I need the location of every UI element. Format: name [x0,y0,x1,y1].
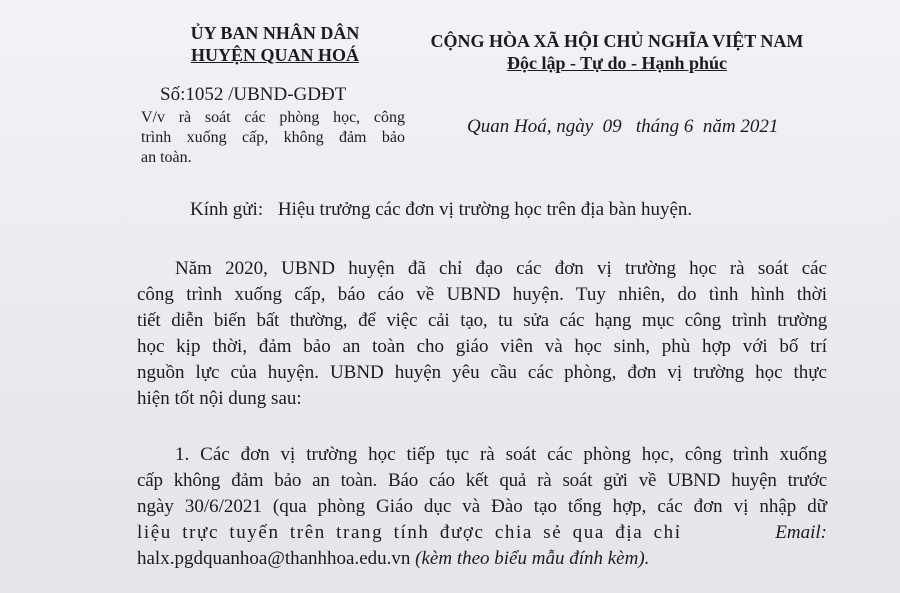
attachment-note: (kèm theo biểu mẫu đính kèm). [415,548,650,569]
item-1-line-1: 1. Các đơn vị trường học tiếp tục rà soát các phòng học, công trình xuống [175,444,827,465]
agency-name-line1: ỦY BAN NHÂN DÂN [190,23,360,43]
subject-block [141,108,405,168]
item-1 [137,442,827,572]
subject-line-2: trình xuống cấp, không đảm bảo [141,129,405,146]
paragraph-1 [137,256,827,412]
item-1-line-2: cấp không đảm bảo an toàn. Báo cáo kết quả rà soát gửi về UBND huyện trước [137,470,827,491]
paragraph-1-line-4: học kịp thời, đảm bảo an toàn cho giáo viên và học sinh, phù hợp với bố trí [137,336,827,357]
item-1-line-4 [137,520,827,546]
item-1-line-4-text: liệu trực tuyến trên trang tính được chia sẻ qua địa chỉ [137,522,682,543]
paragraph-1-line-1: Năm 2020, UBND huyện đã chỉ đạo các đơn vị trường học rà soát các [175,258,827,279]
paragraph-1-line-5: nguồn lực của huyện. UBND huyện yêu cầu các phòng, đơn vị trường học thực [137,362,827,383]
place-date: Quan Hoá, ngày 09 tháng 6 năm 2021 [467,116,779,137]
paragraph-1-line-3: tiết diễn biến bất thường, để việc cải tạo, tu sửa các hạng mục công trình trường [137,310,827,331]
document-number: Số:1052 /UBND-GDĐT [160,84,347,105]
subject-line-3: an toàn. [141,149,192,166]
recipient-line [190,199,692,221]
paragraph-1-line-2: công trình xuống cấp, báo cáo về UBND huyện. Tuy nhiên, do tình hình thời [137,284,827,305]
national-motto-text: Độc lập - Tự do - Hạnh phúc [506,53,728,73]
email-address: halx.pgdquanhoa@thanhhoa.edu.vn [137,548,411,569]
agency-name-line2 [150,45,400,66]
subject-line-1: V/v rà soát các phòng học, công [141,109,405,126]
national-motto [412,53,822,74]
national-title: CỘNG HÒA XÃ HỘI CHỦ NGHĨA VIỆT NAM [430,31,804,51]
item-1-line-3: ngày 30/6/2021 (qua phòng Giáo dục và Đào tạo tổng hợp, các đơn vị nhập dữ [137,496,827,517]
recipient-label: Kính gửi: [190,199,264,220]
paragraph-1-line-6: hiện tốt nội dung sau: [137,388,302,409]
item-1-line-5 [137,546,827,572]
email-label: Email: [775,522,827,543]
recipient-text: Hiệu trưởng các đơn vị trường học trên địa bàn huyện. [277,199,693,220]
agency-name-line2-text: HUYỆN QUAN HOÁ [190,45,359,65]
